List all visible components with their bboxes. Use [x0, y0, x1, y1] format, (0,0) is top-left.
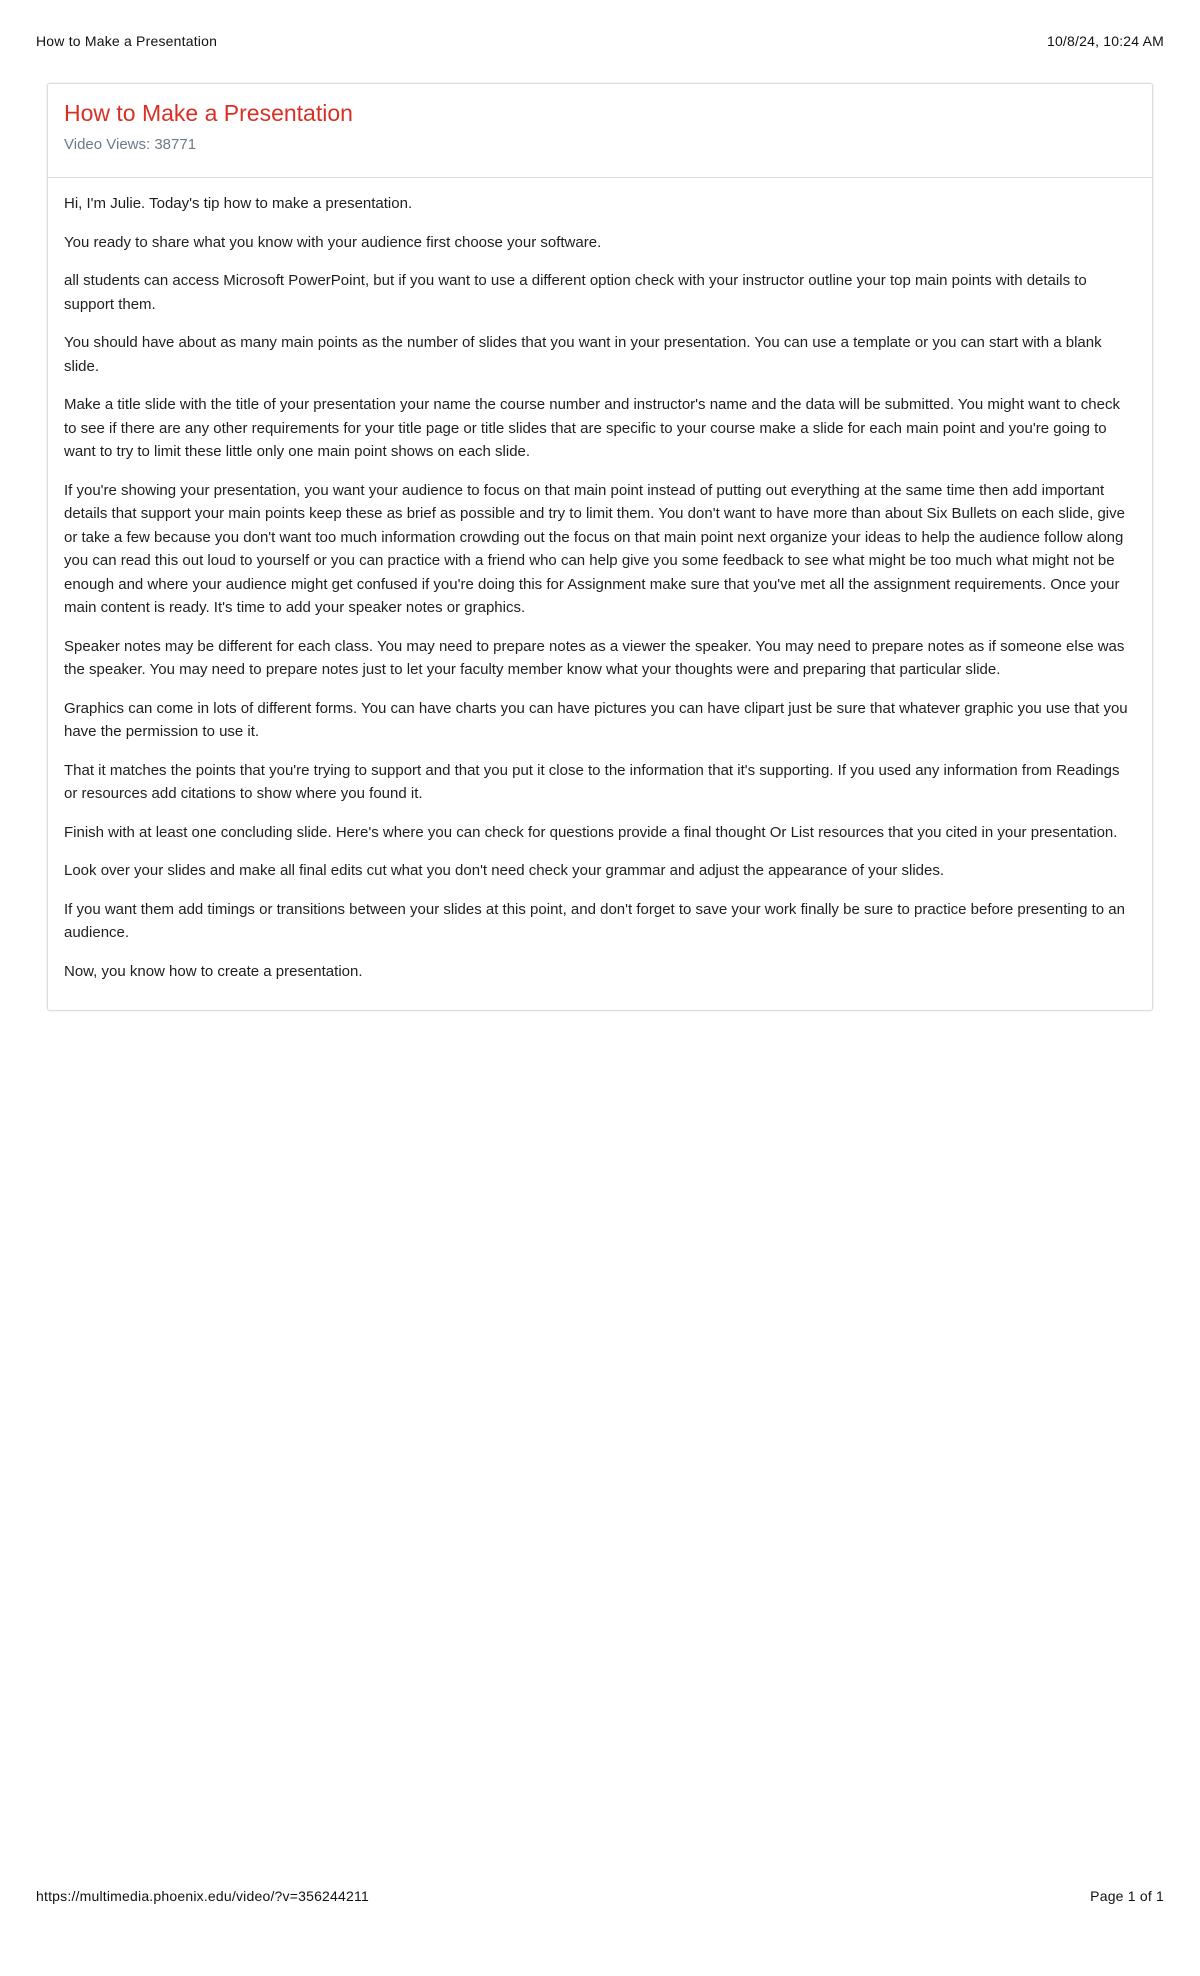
- print-datetime: 10/8/24, 10:24 AM: [1046, 33, 1164, 49]
- transcript-paragraph: Graphics can come in lots of different forms. You can have charts you can have pictures you can have clipart just be sure that whatever graphic you use that you have the permission to use it.: [64, 699, 1128, 740]
- transcript-paragraph: If you want them add timings or transitions between your slides at this point, and don't forget to save your work finally be sure to practice before presenting to an audience.: [64, 900, 1125, 941]
- video-views: Video Views: 38771: [64, 136, 197, 153]
- print-header: [36, 33, 1164, 49]
- video-title[interactable]: How to Make a Presentation: [64, 100, 353, 126]
- transcript-paragraph: Finish with at least one concluding slide. Here's where you can check for questions provide a final thought Or List resources that you cited in your presentation.: [64, 823, 1118, 841]
- video-card: [47, 83, 1153, 1011]
- print-footer: [36, 1888, 1164, 1904]
- transcript-paragraph: all students can access Microsoft PowerPoint, but if you want to use a different option check with your instructor outline your top main points with details to support them.: [64, 272, 1087, 313]
- transcript-paragraph: Now, you know how to create a presentation.: [64, 962, 363, 980]
- print-page-title: How to Make a Presentation: [36, 33, 218, 49]
- transcript-paragraph: Speaker notes may be different for each class. You may need to prepare notes as a viewer the speaker. You may need to prepare notes as if someone else was the speaker. You may need to prepare notes just to let your faculty member know what your thoughts were and preparing that particular slide.: [64, 637, 1125, 678]
- transcript-paragraph: Hi, I'm Julie. Today's tip how to make a presentation.: [64, 195, 413, 212]
- transcript-paragraph: That it matches the points that you're trying to support and that you put it close to the information that it's supporting. If you used any information from Readings or resources add citations to show where you found it.: [64, 761, 1120, 802]
- transcript-paragraph: Look over your slides and make all final edits cut what you don't need check your grammar and adjust the appearance of your slides.: [64, 862, 945, 879]
- transcript-paragraph: You should have about as many main points as the number of slides that you want in your presentation. You can use a template or you can start with a blank slide.: [64, 334, 1102, 375]
- print-page-number: Page 1 of 1: [1090, 1888, 1164, 1904]
- transcript-paragraph: If you're showing your presentation, you want your audience to focus on that main point instead of putting out everything at the same time then add important details that support your main points keep these as brief as possible and try to limit them. You don't want to have more than about Six Bullets on each slide, give or take a few because you don't want too much information crowding out the focus on that main point next organize your ideas to help the audience follow along you can read this out loud to yourself or you can practice with a friend who can help give you some feedback to see what might be too much what might not be enough and where your audience might get confused if you're doing this for Assignment make sure that you've met all the assignment requirements. Once your main content is ready. It's time to add your speaker notes or graphics.: [64, 481, 1125, 616]
- transcript: [48, 178, 1152, 1010]
- transcript-paragraph: You ready to share what you know with your audience first choose your software.: [64, 233, 602, 251]
- video-card-header: [48, 84, 1152, 178]
- print-url: https://multimedia.phoenix.edu/video/?v=356244211: [36, 1888, 369, 1904]
- transcript-paragraph: Make a title slide with the title of your presentation your name the course number and instructor's name and the data will be submitted. You might want to check to see if there are any other requirements for your title page or title slides that are specific to your course make a slide for each main point and you're going to want to try to limit these little only one main point shows on each slide.: [64, 396, 1120, 460]
